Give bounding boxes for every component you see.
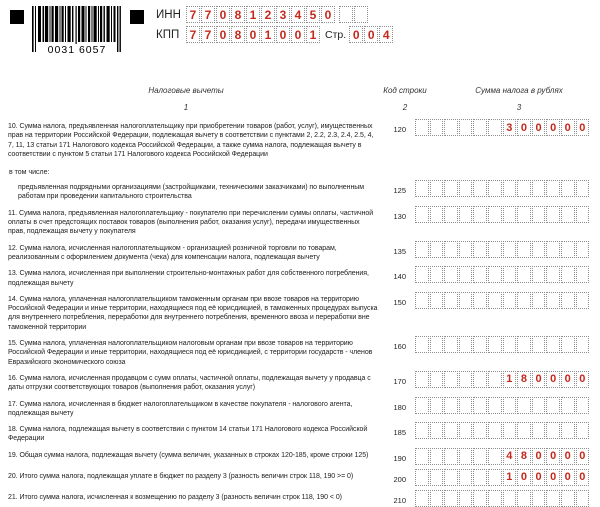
page-number-label: Стр. xyxy=(325,28,347,41)
digit-cell xyxy=(503,241,517,258)
digit-cell xyxy=(488,119,502,136)
digit-cell xyxy=(459,490,473,507)
digit-cell xyxy=(546,422,560,439)
row-value-field[interactable] xyxy=(415,241,589,258)
form-row xyxy=(0,490,600,507)
digit-cell xyxy=(415,180,429,197)
row-description: 15. Сумма налога, уплаченная налогоплательщиком налоговым органам при ввозе товаров на территорию Российской Федерации и иные территории, находящиеся под её юрисдикцией, с территории государств - членов Евразийского экономического союза xyxy=(8,340,373,366)
column-amount-title: Сумма налога в рублях xyxy=(475,86,563,95)
digit-cell xyxy=(415,371,429,388)
digit-cell xyxy=(444,266,458,283)
row-value-field[interactable] xyxy=(415,180,589,197)
form-row xyxy=(0,397,600,419)
digit-cell xyxy=(459,397,473,414)
digit-cell xyxy=(532,266,546,283)
digit-cell xyxy=(517,180,531,197)
digit-cell xyxy=(444,448,458,465)
digit-cell xyxy=(532,397,546,414)
digit-cell xyxy=(473,266,487,283)
digit-cell: 8 xyxy=(517,371,531,388)
digit-cell xyxy=(430,119,444,136)
digit-cell xyxy=(561,206,575,223)
digit-cell xyxy=(444,241,458,258)
row-description: 13. Сумма налога, исчисленная при выполнении строительно-монтажных работ для собственного потребления, подлежащая вычету xyxy=(8,270,369,287)
row-code: 120 xyxy=(393,125,406,134)
form-row xyxy=(0,448,600,465)
digit-cell xyxy=(546,397,560,414)
digit-cell: 0 xyxy=(532,371,546,388)
digit-cell xyxy=(561,490,575,507)
table-header xyxy=(0,86,600,112)
digit-cell xyxy=(532,292,546,309)
digit-cell xyxy=(473,490,487,507)
barcode xyxy=(32,6,122,54)
digit-cell xyxy=(339,6,353,23)
form-row xyxy=(0,180,600,202)
digit-cell xyxy=(473,292,487,309)
digit-cell xyxy=(415,206,429,223)
digit-cell xyxy=(532,241,546,258)
row-description: 17. Сумма налога, исчисленная в бюджет налогоплательщиком в качестве покупателя - налогового агента, подлежащая вычету xyxy=(8,400,353,417)
digit-cell xyxy=(444,292,458,309)
digit-cell: 0 xyxy=(532,448,546,465)
digit-cell xyxy=(444,422,458,439)
digit-cell: 0 xyxy=(364,26,378,43)
digit-cell xyxy=(473,422,487,439)
digit-cell: 0 xyxy=(561,448,575,465)
digit-cell xyxy=(532,206,546,223)
digit-cell: 0 xyxy=(546,119,560,136)
digit-cell xyxy=(473,241,487,258)
row-description: 11. Сумма налога, предъявленная налогоплательщику - покупателю при перечислении суммы оплаты, частичной оплаты в счет предстоящих поставок товаров (выполнения работ, оказания услуг), передачи имущественных прав, подлежащая вычету у покупателя xyxy=(8,209,374,236)
digit-cell xyxy=(459,266,473,283)
row-code: 180 xyxy=(393,402,406,412)
digit-cell xyxy=(488,371,502,388)
digit-cell xyxy=(473,397,487,414)
column-amount-number: 3 xyxy=(516,103,522,112)
digit-cell: 0 xyxy=(321,6,335,23)
digit-cell xyxy=(430,448,444,465)
digit-cell: 0 xyxy=(517,119,531,136)
row-code: 135 xyxy=(393,246,406,256)
digit-cell: 8 xyxy=(231,6,245,23)
digit-cell xyxy=(517,266,531,283)
digit-cell: 0 xyxy=(216,26,230,43)
digit-cell xyxy=(488,469,502,486)
digit-cell xyxy=(415,397,429,414)
digit-cell xyxy=(517,336,531,353)
digit-cell xyxy=(430,490,444,507)
digit-cell xyxy=(430,336,444,353)
digit-cell xyxy=(444,206,458,223)
digit-cell xyxy=(546,266,560,283)
digit-cell xyxy=(532,336,546,353)
row-value-field[interactable] xyxy=(415,469,589,486)
digit-cell xyxy=(503,422,517,439)
taxpayer-id-fields xyxy=(156,6,393,46)
digit-cell xyxy=(503,292,517,309)
digit-cell xyxy=(430,469,444,486)
column-deductions-header xyxy=(0,86,372,112)
digit-cell xyxy=(459,206,473,223)
digit-cell xyxy=(503,266,517,283)
digit-cell xyxy=(444,180,458,197)
digit-cell xyxy=(488,266,502,283)
row-code: 190 xyxy=(393,453,406,463)
digit-cell xyxy=(532,422,546,439)
form-row xyxy=(0,292,600,332)
form-row xyxy=(0,422,600,444)
digit-cell: 0 xyxy=(517,469,531,486)
digit-cell xyxy=(517,241,531,258)
digit-cell xyxy=(415,448,429,465)
column-deductions-title: Налоговые вычеты xyxy=(148,86,224,95)
digit-cell: 4 xyxy=(503,448,517,465)
digit-cell xyxy=(459,469,473,486)
row-description: 20. Итого сумма налога, подлежащая уплате в бюджет по разделу 3 (разность величин строк 118, 190 >= 0) xyxy=(8,472,354,480)
row-description: 16. Сумма налога, исчисленная продавцом с сумм оплаты, частичной оплаты, подлежащая вычету у продавца с даты отгрузки соответствующих товаров (выполнения работ, оказания услуг) xyxy=(8,374,371,392)
inn-label: ИНН xyxy=(156,8,181,21)
digit-cell xyxy=(430,241,444,258)
digit-cell xyxy=(517,397,531,414)
column-amount-header xyxy=(438,86,600,112)
form-row xyxy=(0,241,600,263)
row-description: 21. Итого сумма налога, исчисленная к возмещению по разделу 3 (разность величин строк 118, 190 < 0) xyxy=(8,493,342,501)
form-top-bar xyxy=(0,0,600,54)
digit-cell xyxy=(459,292,473,309)
digit-cell: 3 xyxy=(503,119,517,136)
digit-cell xyxy=(473,206,487,223)
row-code: 140 xyxy=(393,272,406,282)
digit-cell xyxy=(488,422,502,439)
digit-cell: 0 xyxy=(216,6,230,23)
digit-cell: 0 xyxy=(576,371,590,388)
row-value-field[interactable] xyxy=(415,119,589,136)
barcode-number: 0031 6057 xyxy=(47,44,107,56)
digit-cell xyxy=(415,119,429,136)
digit-cell: 3 xyxy=(276,6,290,23)
digit-cell xyxy=(459,422,473,439)
digit-cell: 1 xyxy=(306,26,320,43)
digit-cell xyxy=(415,241,429,258)
row-value-field[interactable] xyxy=(415,371,589,388)
digit-cell xyxy=(561,397,575,414)
row-description: 14. Сумма налога, уплаченная налогоплательщиком таможенным органам при ввозе товаров на территорию Российской Федерации и иные территории, находящиеся под её юрисдикцией, в таможенных процедурах выпуска для внутреннего потребления, переработки для внутреннего потребления, временного ввоза и переработки вне таможенной территории xyxy=(8,295,378,331)
digit-cell xyxy=(444,469,458,486)
digit-cell xyxy=(430,422,444,439)
digit-cell: 0 xyxy=(546,448,560,465)
digit-cell xyxy=(532,490,546,507)
digit-cell: 7 xyxy=(201,26,215,43)
digit-cell xyxy=(459,371,473,388)
digit-cell xyxy=(488,241,502,258)
digit-cell xyxy=(473,180,487,197)
digit-cell xyxy=(576,266,590,283)
digit-cell xyxy=(576,206,590,223)
form-row xyxy=(0,266,600,288)
digit-cell: 0 xyxy=(246,26,260,43)
registration-mark-left xyxy=(10,10,24,24)
digit-cell: 0 xyxy=(291,26,305,43)
digit-cell: 7 xyxy=(186,6,200,23)
row-value-field[interactable] xyxy=(415,448,589,465)
digit-cell xyxy=(459,336,473,353)
subheading-label: в том числе: xyxy=(9,169,50,177)
digit-cell: 0 xyxy=(561,119,575,136)
column-deductions-number: 1 xyxy=(183,103,189,112)
column-code-title: Код строки xyxy=(383,86,427,95)
row-description: 18. Сумма налога, подлежащая вычету в соответствии с пунктом 14 статьи 171 Налогового кодекса Российской Федерации xyxy=(8,426,368,443)
digit-cell xyxy=(473,119,487,136)
digit-cell xyxy=(473,336,487,353)
digit-cell: 0 xyxy=(532,119,546,136)
digit-cell: 0 xyxy=(561,469,575,486)
digit-cell xyxy=(561,241,575,258)
digit-cell: 4 xyxy=(379,26,393,43)
digit-cell xyxy=(503,180,517,197)
digit-cell: 7 xyxy=(201,6,215,23)
digit-cell xyxy=(546,206,560,223)
inn-row xyxy=(156,6,393,23)
column-code-header xyxy=(372,86,438,112)
digit-cell: 2 xyxy=(261,6,275,23)
digit-cell xyxy=(546,241,560,258)
digit-cell: 0 xyxy=(576,448,590,465)
digit-cell xyxy=(488,397,502,414)
kpp-row xyxy=(156,26,393,43)
digit-cell xyxy=(415,469,429,486)
kpp-label: КПП xyxy=(156,28,180,41)
digit-cell xyxy=(444,490,458,507)
digit-cell xyxy=(576,180,590,197)
digit-cell xyxy=(459,241,473,258)
digit-cell xyxy=(415,266,429,283)
digit-cell xyxy=(354,6,368,23)
digit-cell xyxy=(503,336,517,353)
row-value-field[interactable] xyxy=(415,206,589,223)
digit-cell xyxy=(415,422,429,439)
digit-cell xyxy=(430,397,444,414)
row-code: 200 xyxy=(393,474,406,484)
digit-cell: 5 xyxy=(306,6,320,23)
digit-cell: 0 xyxy=(276,26,290,43)
digit-cell xyxy=(444,336,458,353)
digit-cell xyxy=(532,180,546,197)
digit-cell xyxy=(546,490,560,507)
registration-mark-right xyxy=(130,10,144,24)
digit-cell xyxy=(430,292,444,309)
row-description: 10. Сумма налога, предъявленная налогоплательщику при приобретении товаров (работ, услуг), имущественных прав на территории Российской Федерации, подлежащая вычету в соответствии с пунктами 2, 2.2, 2.3, 2.4, 2.5, 4, 7, 11, 13 статьи 171 Налогового кодекса Российской Федерации, а также сумма налога, подлежащая вычету в соответствии с пунктом 5 статьи 171 Налогового кодекса Российской Федерации xyxy=(8,123,374,158)
form-row xyxy=(0,371,600,393)
digit-cell xyxy=(546,292,560,309)
digit-cell xyxy=(473,448,487,465)
digit-cell: 1 xyxy=(503,371,517,388)
digit-cell xyxy=(503,490,517,507)
digit-cell: 0 xyxy=(546,371,560,388)
row-value-field[interactable] xyxy=(415,336,589,353)
digit-cell: 1 xyxy=(246,6,260,23)
digit-cell xyxy=(488,490,502,507)
row-value-field[interactable] xyxy=(415,397,589,414)
digit-cell xyxy=(503,206,517,223)
digit-cell xyxy=(517,292,531,309)
digit-cell xyxy=(576,490,590,507)
digit-cell xyxy=(517,422,531,439)
digit-cell xyxy=(415,490,429,507)
digit-cell: 0 xyxy=(532,469,546,486)
digit-cell xyxy=(459,119,473,136)
digit-cell xyxy=(488,292,502,309)
digit-cell: 0 xyxy=(576,469,590,486)
digit-cell xyxy=(576,241,590,258)
row-code: 130 xyxy=(393,211,406,221)
digit-cell: 7 xyxy=(186,26,200,43)
digit-cell: 8 xyxy=(517,448,531,465)
digit-cell xyxy=(546,336,560,353)
row-code: 150 xyxy=(393,297,406,307)
inn-field[interactable] xyxy=(186,6,335,23)
digit-cell xyxy=(517,206,531,223)
row-description: 19. Общая сумма налога, подлежащая вычету (сумма величин, указанных в строках 120-185, кроме строки 125) xyxy=(8,451,369,459)
digit-cell xyxy=(430,180,444,197)
digit-cell xyxy=(444,371,458,388)
digit-cell xyxy=(488,180,502,197)
form-row xyxy=(0,206,600,237)
row-value-field[interactable] xyxy=(415,490,589,507)
form-row xyxy=(0,336,600,367)
digit-cell: 8 xyxy=(231,26,245,43)
digit-cell xyxy=(415,336,429,353)
row-value-field[interactable] xyxy=(415,266,589,283)
digit-cell: 0 xyxy=(561,371,575,388)
digit-cell xyxy=(561,180,575,197)
digit-cell xyxy=(459,180,473,197)
digit-cell xyxy=(430,371,444,388)
row-code: 210 xyxy=(393,495,406,505)
digit-cell xyxy=(488,336,502,353)
inn-field-extra-cells[interactable] xyxy=(339,6,368,23)
digit-cell xyxy=(576,397,590,414)
digit-cell xyxy=(430,206,444,223)
form-row xyxy=(0,119,600,159)
form-row xyxy=(0,469,600,486)
digit-cell xyxy=(576,422,590,439)
digit-cell xyxy=(576,336,590,353)
page-number-field[interactable] xyxy=(349,26,393,43)
digit-cell: 1 xyxy=(261,26,275,43)
column-code-number: 2 xyxy=(402,103,408,112)
digit-cell xyxy=(488,206,502,223)
digit-cell xyxy=(561,292,575,309)
digit-cell: 0 xyxy=(349,26,363,43)
digit-cell xyxy=(444,397,458,414)
digit-cell xyxy=(415,292,429,309)
form-rows xyxy=(0,119,600,507)
row-code: 160 xyxy=(393,342,406,352)
digit-cell xyxy=(473,371,487,388)
row-code: 125 xyxy=(393,186,406,196)
digit-cell xyxy=(488,448,502,465)
digit-cell xyxy=(561,336,575,353)
digit-cell: 0 xyxy=(576,119,590,136)
digit-cell xyxy=(444,119,458,136)
digit-cell xyxy=(473,469,487,486)
digit-cell: 1 xyxy=(503,469,517,486)
row-description: 12. Сумма налога, исчисленная налогоплательщиком - организацией розничной торговли по товарам, реализованным с оформлением документа (чека) для компенсации налога, подлежащая вычету xyxy=(8,244,337,261)
digit-cell xyxy=(561,422,575,439)
row-code: 170 xyxy=(393,376,406,386)
digit-cell xyxy=(517,490,531,507)
digit-cell: 4 xyxy=(291,6,305,23)
row-description: предъявленная подрядными организациями (застройщиками, техническими заказчиками) по выполненным работам при проведении капитального строительства xyxy=(18,184,365,201)
digit-cell xyxy=(561,266,575,283)
kpp-field[interactable] xyxy=(186,26,320,43)
digit-cell xyxy=(503,397,517,414)
digit-cell xyxy=(576,292,590,309)
row-value-field[interactable] xyxy=(415,292,589,309)
row-code: 185 xyxy=(393,428,406,438)
digit-cell: 0 xyxy=(546,469,560,486)
digit-cell xyxy=(459,448,473,465)
digit-cell xyxy=(546,180,560,197)
row-value-field[interactable] xyxy=(415,422,589,439)
digit-cell xyxy=(430,266,444,283)
